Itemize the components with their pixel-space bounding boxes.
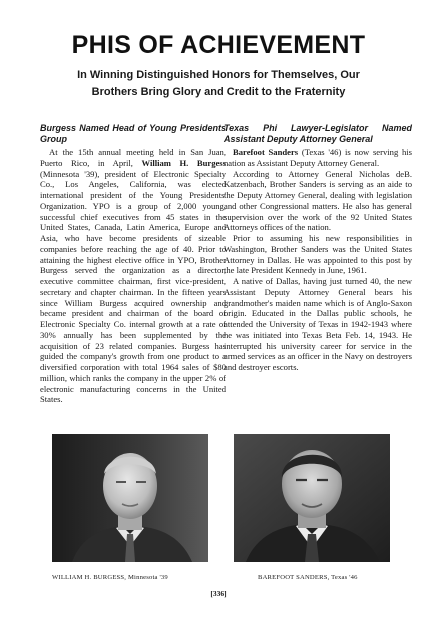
sanders-paragraph-4: A native of Dallas, having just turned 40, the new Assistant Deputy Attorney General bears his grandmother's maiden name which is of Anglo-Saxon origin. Educated in the Dallas public schools, he attended the University of Texas in 1942-1943 where he was initiated into Texas Beta Feb. 14, 1943. He interrupted his university career for service in the armed services as an officer in the Navy on destroyers and destroyer escorts. <box>224 276 412 372</box>
burgess-article <box>40 123 226 405</box>
sanders-article-heading: Texas Phi Lawyer-Legislator Named Assistant Deputy Attorney General <box>224 123 412 144</box>
sanders-paragraph-2: According to Attorney General Nicholas deB. Katzenbach, Brother Sanders is serving as an aide to the Deputy Attorney General, dealing with legislation and other Congressional matters. He also has general supervision over the work of the 92 United States Attorneys offices of the nation. <box>224 168 412 233</box>
sanders-name: Barefoot Sanders <box>233 147 299 157</box>
page-title: PHIS OF ACHIEVEMENT <box>71 31 366 59</box>
burgess-name: William H. Burgess <box>141 157 226 168</box>
page-number: [336] <box>210 589 227 598</box>
sanders-paragraph-1: Barefoot Sanders (Texas '46) is now serving his nation as Assistant Deputy Attorney General. <box>224 147 412 168</box>
sanders-photo-caption: BAREFOOT SANDERS, Texas '46 <box>258 574 358 581</box>
burgess-portrait-photo <box>52 434 208 562</box>
burgess-article-body: At the 15th annual meeting held in San Juan, Puerto Rico, in April, William H. Burgess (Minnesota '39), president of Electronic Specialty Co., Los Angeles, California, was elected international president of the Young Presidents' Organization. YPO is a group of 2,000 young, successful chief executives from 45 states in the United States, Canada, Latin America, Europe and Asia, who have become presidents of sizeable companies before reaching the age of 40. Prior to attaining the highest elective office in YPO, Brother Burgess served the organization as a director, executive committee chairman, first vice-president, secretary and chapter chairman. In the fifteen years since William Burgess acquired ownership and became president and chairman of the board of Electronic Specialty Co. internal growth at a rate of 30% annually has been supplemented by the acquisition of 23 related companies. Burgess has guided the company's growth from one product to a diversified corporation with total 1964 sales of $80 million, which ranks the company in the upper 2% of electronic manufacturing concerns in the United States. <box>40 147 226 405</box>
burgess-photo-caption: WILLIAM H. BURGESS, Minnesota '39 <box>52 574 168 581</box>
sanders-portrait-photo <box>234 434 390 562</box>
burgess-article-heading: Burgess Named Head of Young Presidents Group <box>40 123 226 144</box>
sanders-paragraph-3: Prior to assuming his new responsibilities in Washington, Brother Sanders was the United States Attorney in Dallas. He was appointed to this post by the late President Kennedy in June, 1961. <box>224 233 412 276</box>
sanders-article <box>224 123 412 373</box>
page-subtitle: In Winning Distinguished Honors for Themselves, Our Brothers Bring Glory and Credit to the Fraternity <box>77 69 360 98</box>
